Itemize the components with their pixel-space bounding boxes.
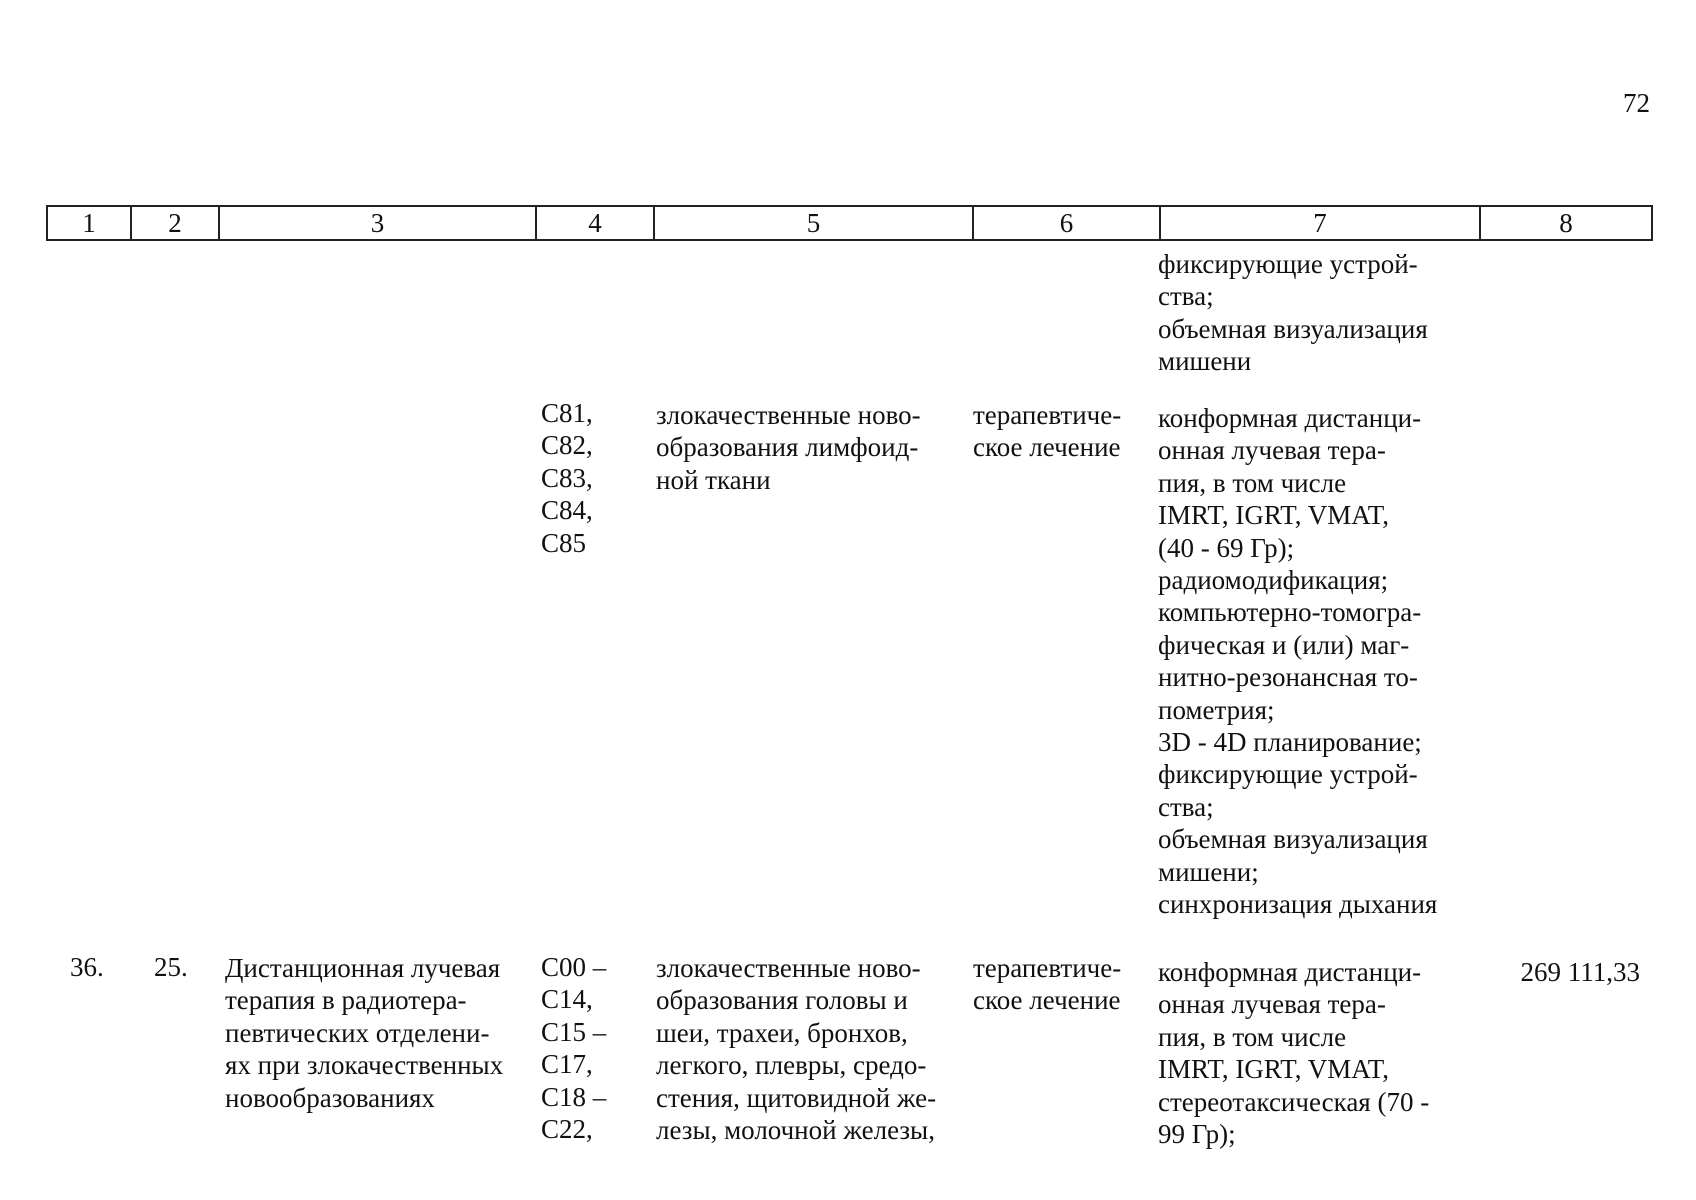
text-line: ское лечение <box>973 432 1121 463</box>
icd-code: C17, <box>541 1049 593 1080</box>
lymphoid-diagnosis <box>656 399 951 496</box>
text-line: онная лучевая тера- <box>1158 989 1386 1020</box>
icd-code: C84, <box>541 495 593 526</box>
text-line: объемная визуализация <box>1158 313 1428 344</box>
text-line: конформная дистанци- <box>1158 403 1422 433</box>
row-36-icd-codes <box>541 951 641 1145</box>
text-line: компьютерно-томогра- <box>1158 597 1422 628</box>
text-line: злокачественные ново- <box>656 953 921 983</box>
header-col-7: 7 <box>1160 206 1480 240</box>
page-number: 72 <box>1623 88 1650 118</box>
text-line: злокачественные ново- <box>656 400 921 430</box>
text-line: фиксирующие устрой- <box>1158 759 1418 790</box>
text-line: стения, щитовидной же- <box>656 1082 937 1113</box>
icd-code: C22, <box>541 1114 593 1145</box>
text-line: радиомодификация; <box>1158 565 1389 596</box>
text-line: шеи, трахеи, бронхов, <box>656 1017 908 1048</box>
lymphoid-treatment-type <box>973 399 1153 464</box>
row-36-treatment-type <box>973 952 1153 1017</box>
row-36-number: 36. <box>70 952 104 982</box>
text-line: ства; <box>1158 281 1214 312</box>
lymphoid-icd-codes <box>541 397 641 559</box>
text-line: лезы, молочной железы, <box>656 1115 935 1146</box>
text-line: мишени <box>1158 346 1252 377</box>
lymphoid-treatment-method <box>1158 402 1455 921</box>
continuation-col7 <box>1158 248 1455 378</box>
header-col-3: 3 <box>219 206 536 240</box>
header-col-4: 4 <box>536 206 654 240</box>
text-line: синхронизация дыхания <box>1158 889 1438 920</box>
header-col-6: 6 <box>973 206 1160 240</box>
text-line: новообразованиях <box>225 1082 435 1113</box>
text-line: терапевтиче- <box>973 953 1122 983</box>
row-36-cost: 269 111,33 <box>1520 957 1640 987</box>
text-line: легкого, плевры, средо- <box>656 1050 927 1081</box>
text-line: стереотаксическая (70 - <box>1158 1086 1430 1117</box>
text-line: мишени; <box>1158 856 1259 887</box>
icd-code: C00 – <box>541 952 607 982</box>
text-line: ства; <box>1158 791 1214 822</box>
text-line: нитно-резонансная то- <box>1158 662 1418 693</box>
text-line: фиксирующие устрой- <box>1158 249 1418 279</box>
text-line: образования лимфоид- <box>656 432 919 463</box>
row-36-treatment-method <box>1158 956 1455 1150</box>
text-line: объемная визуализация <box>1158 824 1428 855</box>
text-line: ях при злокачественных <box>225 1050 504 1081</box>
icd-code: C15 – <box>541 1016 607 1047</box>
text-line: пометрия; <box>1158 694 1275 725</box>
text-line: певтических отделени- <box>225 1017 490 1048</box>
text-line: Дистанционная лучевая <box>225 953 501 983</box>
text-line: фическая и (или) маг- <box>1158 629 1410 660</box>
text-line: ной ткани <box>656 464 771 495</box>
header-col-2: 2 <box>131 206 219 240</box>
text-line: 99 Гр); <box>1158 1119 1236 1150</box>
icd-code: C81, <box>541 398 593 428</box>
text-line: конформная дистанци- <box>1158 957 1422 987</box>
header-col-1: 1 <box>47 206 131 240</box>
text-line: 3D - 4D планирование; <box>1158 727 1422 758</box>
icd-code: C82, <box>541 430 593 461</box>
icd-code: C85 <box>541 527 587 558</box>
column-number-header <box>46 205 1653 241</box>
text-line: (40 - 69 Гр); <box>1158 532 1295 563</box>
row-36-group-number: 25. <box>154 952 188 982</box>
text-line: терапевтиче- <box>973 400 1122 430</box>
text-line: IMRT, IGRT, VMAT, <box>1158 1054 1390 1085</box>
text-line: пия, в том числе <box>1158 1021 1347 1052</box>
icd-code: C18 – <box>541 1081 607 1112</box>
text-line: терапия в радиотера- <box>225 985 467 1016</box>
row-36-care-type <box>225 952 521 1114</box>
icd-code: C83, <box>541 462 593 493</box>
text-line: пия, в том числе <box>1158 467 1347 498</box>
row-36-diagnosis <box>656 952 951 1146</box>
text-line: образования головы и <box>656 985 908 1016</box>
icd-code: C14, <box>541 984 593 1015</box>
text-line: IMRT, IGRT, VMAT, <box>1158 500 1390 531</box>
text-line: онная лучевая тера- <box>1158 435 1386 466</box>
text-line: ское лечение <box>973 985 1121 1016</box>
header-col-5: 5 <box>654 206 973 240</box>
header-col-8: 8 <box>1480 206 1652 240</box>
